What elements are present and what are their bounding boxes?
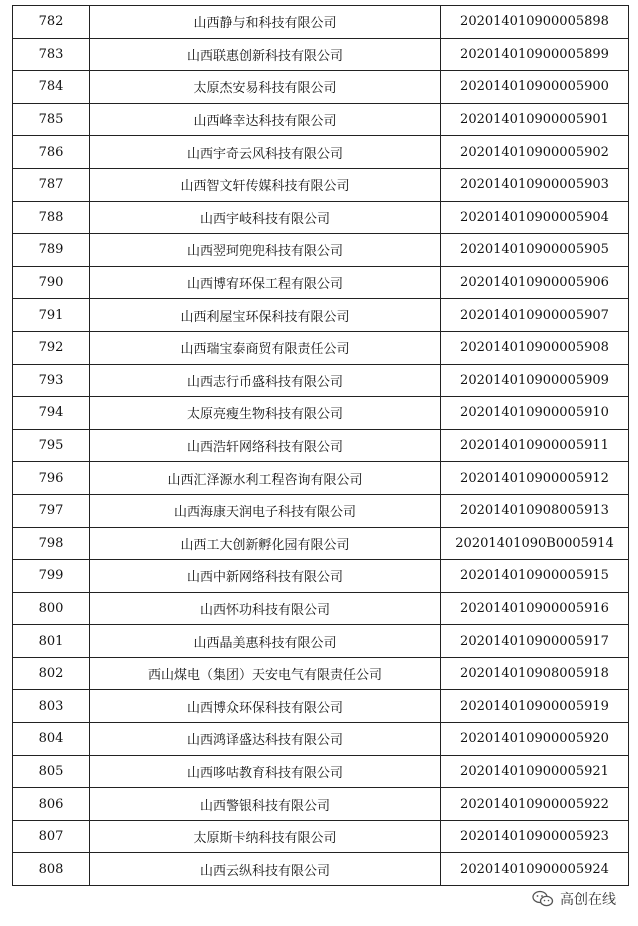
registration-code: 202014010900005910 xyxy=(441,397,629,430)
table-row xyxy=(13,592,629,625)
table-row xyxy=(13,755,629,788)
row-number: 787 xyxy=(13,168,90,201)
company-name: 西山煤电（集团）天安电气有限责任公司 xyxy=(90,657,441,690)
registration-code: 202014010900005900 xyxy=(441,71,629,104)
registration-code: 202014010900005906 xyxy=(441,266,629,299)
row-number: 800 xyxy=(13,592,90,625)
table-row xyxy=(13,690,629,723)
registration-code: 202014010900005915 xyxy=(441,560,629,593)
table-row xyxy=(13,331,629,364)
table-row xyxy=(13,397,629,430)
registration-code: 202014010900005903 xyxy=(441,168,629,201)
row-number: 803 xyxy=(13,690,90,723)
row-number: 791 xyxy=(13,299,90,332)
table-row xyxy=(13,38,629,71)
row-number: 804 xyxy=(13,723,90,756)
table-row xyxy=(13,168,629,201)
registration-code: 202014010900005908 xyxy=(441,331,629,364)
table-row xyxy=(13,462,629,495)
registration-code: 202014010900005922 xyxy=(441,788,629,821)
company-name: 山西峰幸达科技有限公司 xyxy=(90,103,441,136)
row-number: 788 xyxy=(13,201,90,234)
row-number: 795 xyxy=(13,429,90,462)
company-name: 山西智文轩传媒科技有限公司 xyxy=(90,168,441,201)
row-number: 808 xyxy=(13,853,90,886)
company-name: 山西怀功科技有限公司 xyxy=(90,592,441,625)
table-row xyxy=(13,266,629,299)
row-number: 798 xyxy=(13,527,90,560)
registration-code: 202014010900005912 xyxy=(441,462,629,495)
registration-code: 202014010900005921 xyxy=(441,755,629,788)
table-row xyxy=(13,6,629,39)
company-name: 山西浩轩网络科技有限公司 xyxy=(90,429,441,462)
row-number: 797 xyxy=(13,494,90,527)
registration-code: 202014010900005916 xyxy=(441,592,629,625)
registration-code: 202014010900005904 xyxy=(441,201,629,234)
table-row xyxy=(13,234,629,267)
table-row xyxy=(13,560,629,593)
table-row xyxy=(13,853,629,886)
row-number: 784 xyxy=(13,71,90,104)
table-row xyxy=(13,494,629,527)
company-name: 山西警银科技有限公司 xyxy=(90,788,441,821)
registration-code: 202014010900005902 xyxy=(441,136,629,169)
registration-code: 202014010900005907 xyxy=(441,299,629,332)
company-table xyxy=(12,5,629,886)
company-name: 山西哆咕教育科技有限公司 xyxy=(90,755,441,788)
wechat-icon xyxy=(532,890,554,908)
company-name: 山西宇奇云风科技有限公司 xyxy=(90,136,441,169)
company-name: 山西联惠创新科技有限公司 xyxy=(90,38,441,71)
company-name: 山西宇岐科技有限公司 xyxy=(90,201,441,234)
row-number: 785 xyxy=(13,103,90,136)
company-name: 太原杰安易科技有限公司 xyxy=(90,71,441,104)
row-number: 790 xyxy=(13,266,90,299)
table-row xyxy=(13,625,629,658)
table-row xyxy=(13,71,629,104)
registration-code: 202014010900005901 xyxy=(441,103,629,136)
company-name: 山西利屋宝环保科技有限公司 xyxy=(90,299,441,332)
row-number: 801 xyxy=(13,625,90,658)
registration-code: 202014010900005924 xyxy=(441,853,629,886)
registration-code: 202014010900005899 xyxy=(441,38,629,71)
company-name: 山西博众环保科技有限公司 xyxy=(90,690,441,723)
row-number: 786 xyxy=(13,136,90,169)
table-row xyxy=(13,299,629,332)
registration-code: 202014010900005911 xyxy=(441,429,629,462)
registration-code: 20201401090B0005914 xyxy=(441,527,629,560)
row-number: 796 xyxy=(13,462,90,495)
registration-code: 202014010900005920 xyxy=(441,723,629,756)
row-number: 782 xyxy=(13,6,90,39)
table-row xyxy=(13,201,629,234)
table-row xyxy=(13,527,629,560)
company-name: 山西翌珂兜兜科技有限公司 xyxy=(90,234,441,267)
row-number: 806 xyxy=(13,788,90,821)
table-row xyxy=(13,657,629,690)
table-row xyxy=(13,103,629,136)
table-row xyxy=(13,723,629,756)
company-name: 山西汇泽源水利工程咨询有限公司 xyxy=(90,462,441,495)
row-number: 805 xyxy=(13,755,90,788)
table-row xyxy=(13,364,629,397)
company-name: 山西志行币盛科技有限公司 xyxy=(90,364,441,397)
registration-code: 202014010900005923 xyxy=(441,820,629,853)
table-row xyxy=(13,136,629,169)
registration-code: 202014010908005918 xyxy=(441,657,629,690)
row-number: 807 xyxy=(13,820,90,853)
company-name: 山西工大创新孵化园有限公司 xyxy=(90,527,441,560)
company-name: 山西晶美惠科技有限公司 xyxy=(90,625,441,658)
registration-code: 202014010900005917 xyxy=(441,625,629,658)
company-name: 山西博宥环保工程有限公司 xyxy=(90,266,441,299)
watermark xyxy=(532,888,616,910)
company-name: 山西静与和科技有限公司 xyxy=(90,6,441,39)
registration-code: 202014010908005913 xyxy=(441,494,629,527)
registration-code: 202014010900005909 xyxy=(441,364,629,397)
company-name: 山西鸿译盛达科技有限公司 xyxy=(90,723,441,756)
table-row xyxy=(13,788,629,821)
registration-code: 202014010900005905 xyxy=(441,234,629,267)
company-name: 山西海康天润电子科技有限公司 xyxy=(90,494,441,527)
registration-code: 202014010900005898 xyxy=(441,6,629,39)
registration-code: 202014010900005919 xyxy=(441,690,629,723)
table-body xyxy=(13,6,629,886)
company-name: 太原亮瘦生物科技有限公司 xyxy=(90,397,441,430)
company-name: 山西中新网络科技有限公司 xyxy=(90,560,441,593)
row-number: 792 xyxy=(13,331,90,364)
company-name: 山西云纵科技有限公司 xyxy=(90,853,441,886)
row-number: 799 xyxy=(13,560,90,593)
row-number: 789 xyxy=(13,234,90,267)
table-row xyxy=(13,820,629,853)
company-name: 山西瑞宝泰商贸有限责任公司 xyxy=(90,331,441,364)
row-number: 794 xyxy=(13,397,90,430)
row-number: 793 xyxy=(13,364,90,397)
row-number: 802 xyxy=(13,657,90,690)
row-number: 783 xyxy=(13,38,90,71)
watermark-text: 高创在线 xyxy=(560,892,616,908)
table-row xyxy=(13,429,629,462)
company-name: 太原斯卡纳科技有限公司 xyxy=(90,820,441,853)
